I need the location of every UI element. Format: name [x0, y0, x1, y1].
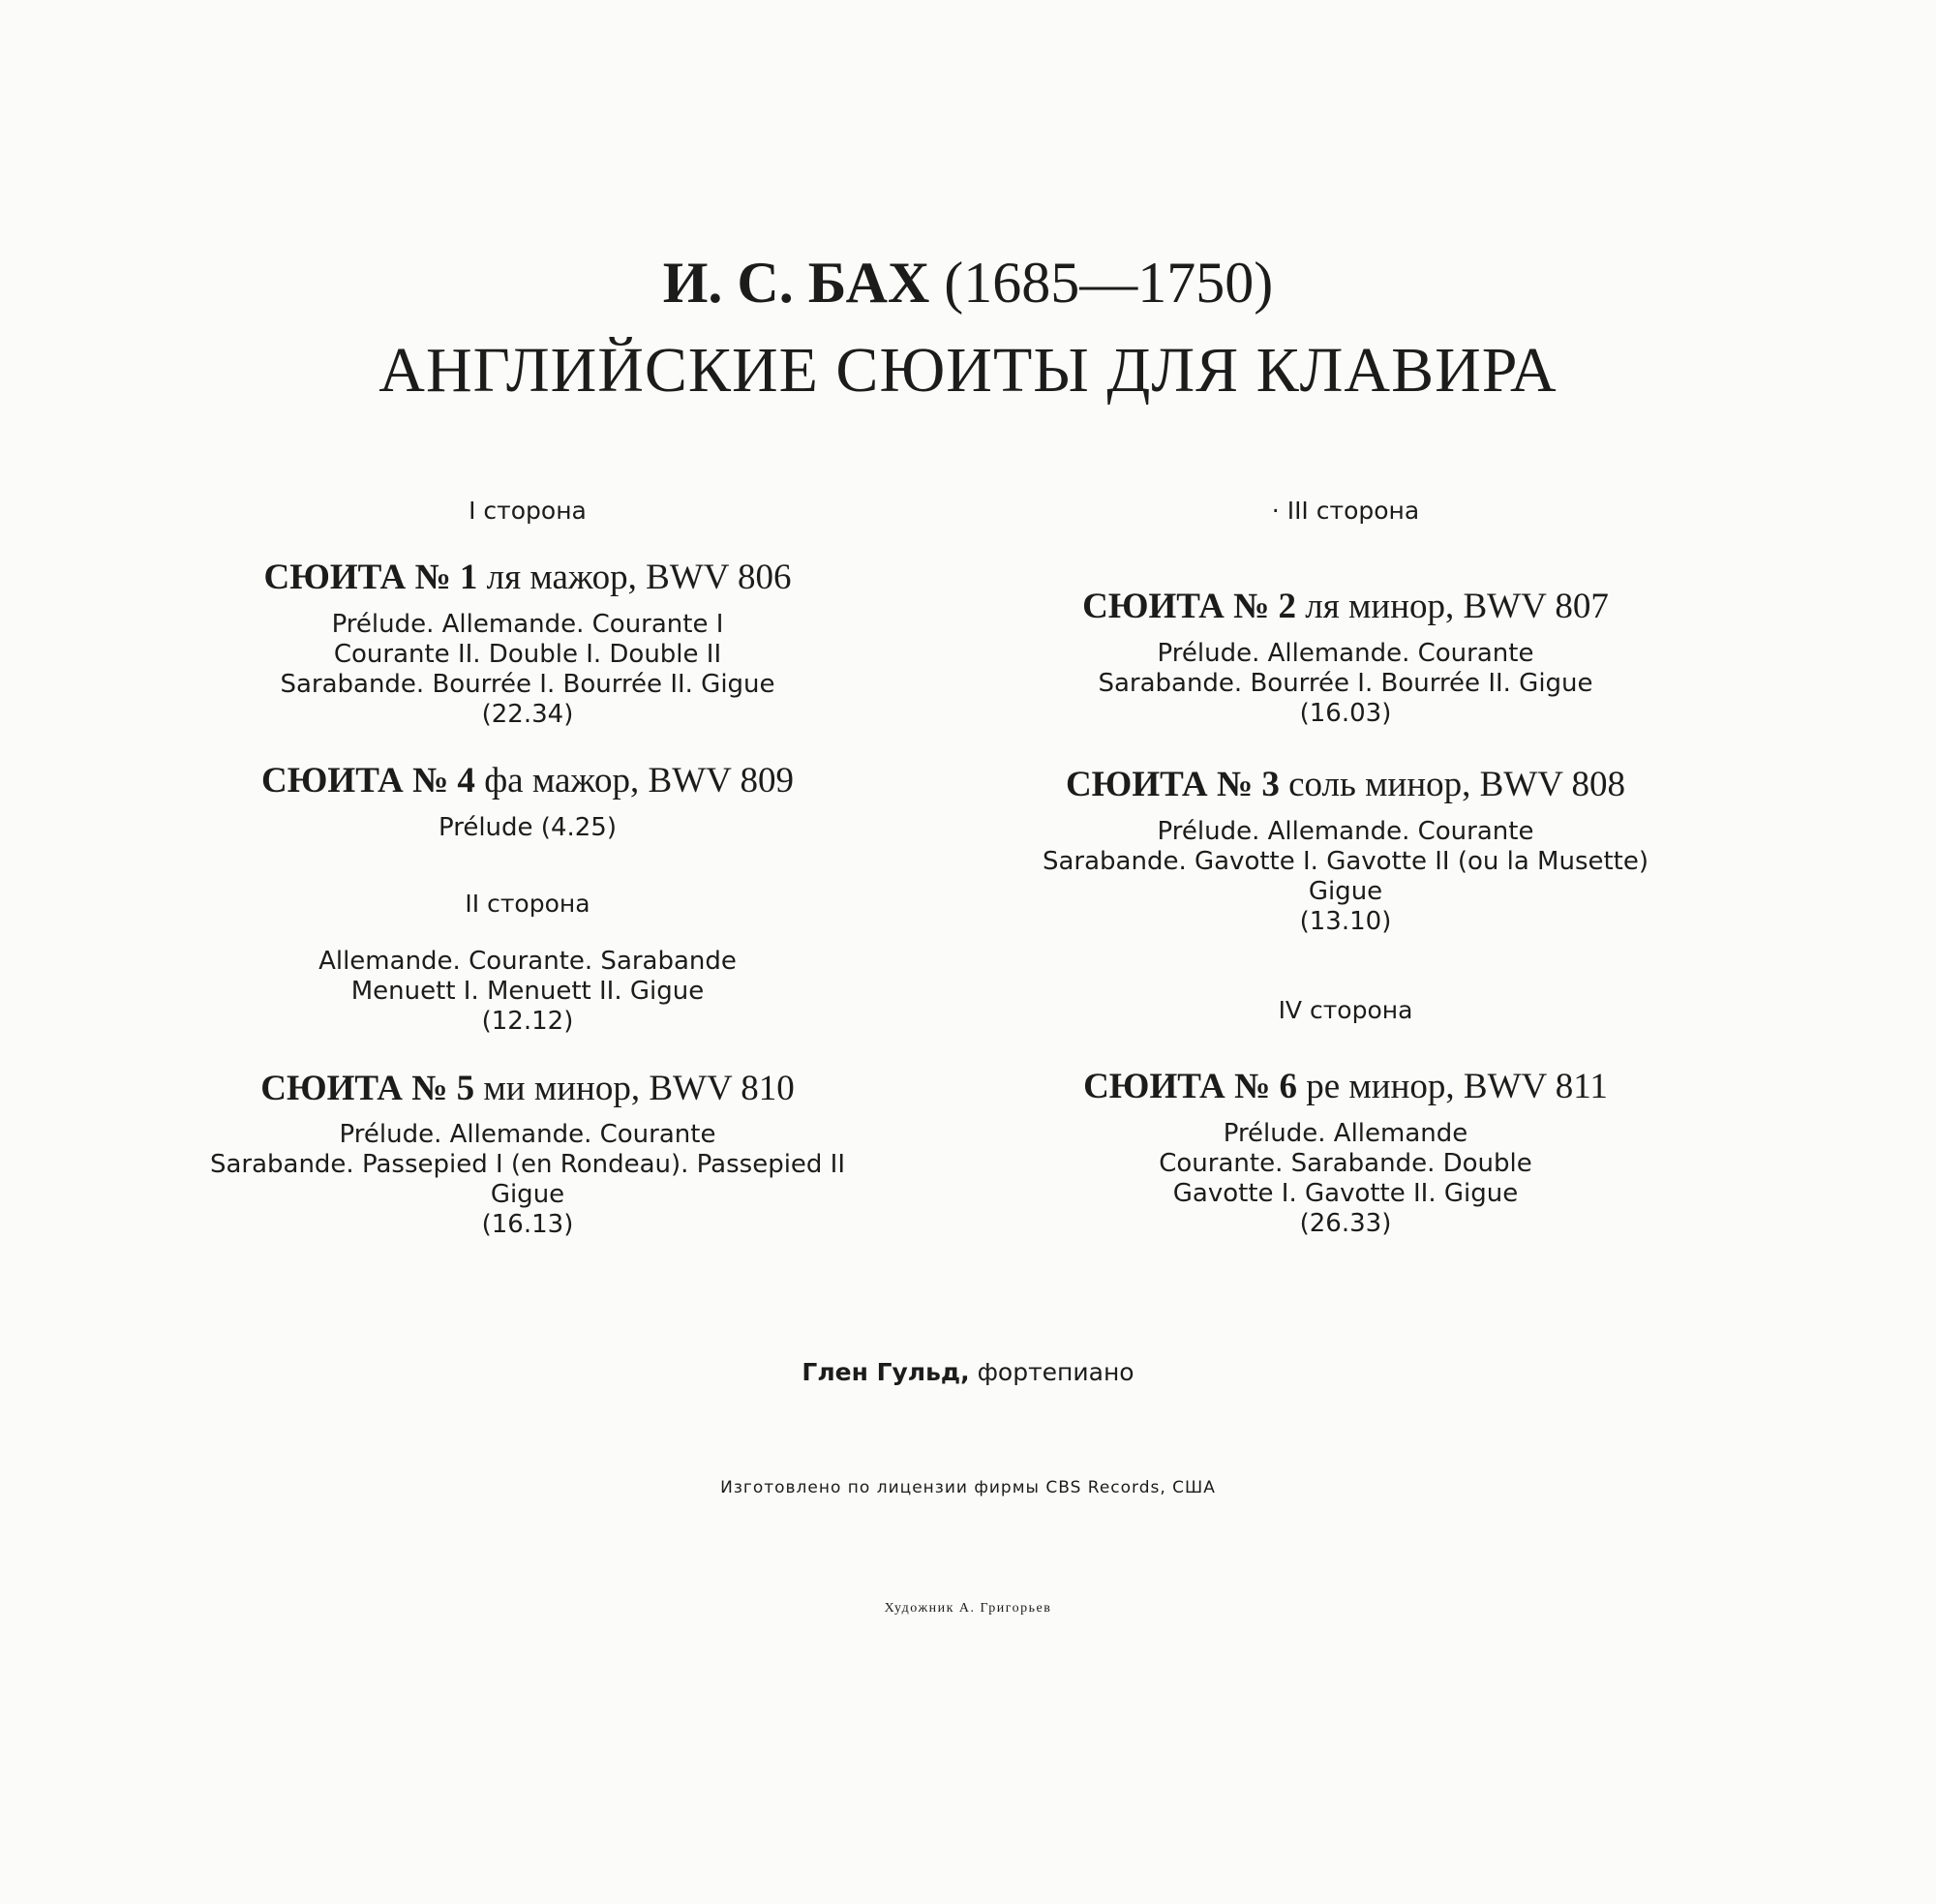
movement-line: Sarabande. Bourrée I. Bourrée II. Gigue: [280, 670, 775, 699]
movement-line: Prélude. Allemande. Courante I: [331, 610, 724, 639]
suite-5-number: СЮИТА № 5: [260, 1069, 475, 1108]
suite-2-number: СЮИТА № 2: [1082, 587, 1296, 626]
album-title: АНГЛИЙСКИЕ СЮИТЫ ДЛЯ КЛАВИРА: [378, 335, 1558, 406]
suite-1-key: ля мажор, BWV 806: [486, 558, 792, 597]
movement-line: Prélude. Allemande: [1223, 1119, 1468, 1148]
movement-line: Sarabande. Bourrée I. Bourrée II. Gigue: [1098, 669, 1593, 698]
composer-name: И. С. БАХ: [662, 251, 930, 315]
suite-4-movements-side2: [145, 947, 910, 1037]
suite-1-heading: [145, 556, 910, 600]
movement-line: Allemande. Courante. Sarabande: [318, 947, 737, 976]
duration: (22.34): [481, 700, 574, 729]
suite-3-key: соль минор, BWV 808: [1288, 765, 1626, 804]
suite-4-heading: [145, 759, 910, 803]
suite-6-heading: [978, 1065, 1713, 1109]
movement-line: Prélude. Allemande. Courante: [1157, 639, 1534, 668]
suite-5-key: ми минор, BWV 810: [483, 1069, 795, 1108]
suite-3-movements: [978, 817, 1713, 937]
side-2-label: II сторона: [465, 890, 590, 918]
movement-line: Sarabande. Passepied I (en Rondeau). Passepied II: [209, 1150, 846, 1179]
movement-line: Sarabande. Gavotte I. Gavotte II (ou la Musette): [1042, 847, 1649, 876]
movement-line: Prélude (4.25): [439, 813, 617, 842]
movement-line: Gigue: [1308, 877, 1383, 906]
side-1-label: I сторона: [469, 497, 587, 525]
duration: (26.33): [1299, 1209, 1392, 1238]
title-composer-line: [0, 244, 1936, 321]
composer-years: (1685—1750): [944, 251, 1274, 315]
side-4-label: IV сторона: [1278, 996, 1413, 1024]
duration: (13.10): [1299, 907, 1392, 936]
movement-line: Menuett I. Menuett II. Gigue: [350, 977, 705, 1006]
suite-3-heading: [978, 763, 1713, 807]
suite-4-key: фа мажор, BWV 809: [484, 761, 794, 801]
movement-line: Courante. Sarabande. Double: [1159, 1149, 1532, 1178]
suite-5-movements: [145, 1120, 910, 1240]
side-3-label: · III сторона: [1271, 497, 1420, 525]
suite-2-heading: [978, 585, 1713, 629]
duration: (12.12): [481, 1007, 574, 1036]
license-note: Изготовлено по лицензии фирмы CBS Records, США: [720, 1478, 1216, 1497]
suite-4-movements-side1: [145, 813, 910, 843]
suite-3-number: СЮИТА № 3: [1065, 765, 1280, 804]
movement-line: Prélude. Allemande. Courante: [1157, 817, 1534, 846]
suite-6-movements: [978, 1119, 1713, 1239]
duration: (16.13): [481, 1210, 574, 1239]
movement-line: Gavotte I. Gavotte II. Gigue: [1172, 1179, 1519, 1208]
suite-1-number: СЮИТА № 1: [263, 558, 478, 597]
suite-2-movements: [978, 639, 1713, 729]
suite-4-number: СЮИТА № 4: [261, 761, 475, 801]
movement-line: Prélude. Allemande. Courante: [339, 1120, 716, 1149]
movement-line: Gigue: [490, 1180, 565, 1209]
suite-6-number: СЮИТА № 6: [1083, 1067, 1297, 1106]
performer-credit: [0, 1357, 1936, 1388]
suite-2-key: ля минор, BWV 807: [1305, 587, 1609, 626]
performer-role: фортепиано: [977, 1358, 1134, 1386]
suite-1-movements: [145, 610, 910, 730]
suite-6-key: ре минор, BWV 811: [1306, 1067, 1608, 1106]
movement-line: Courante II. Double I. Double II: [333, 640, 722, 669]
performer-name: Глен Гульд,: [802, 1358, 970, 1386]
duration: (16.03): [1299, 699, 1392, 728]
artist-credit: Художник А. Григорьев: [884, 1601, 1052, 1616]
suite-5-heading: [145, 1067, 910, 1111]
